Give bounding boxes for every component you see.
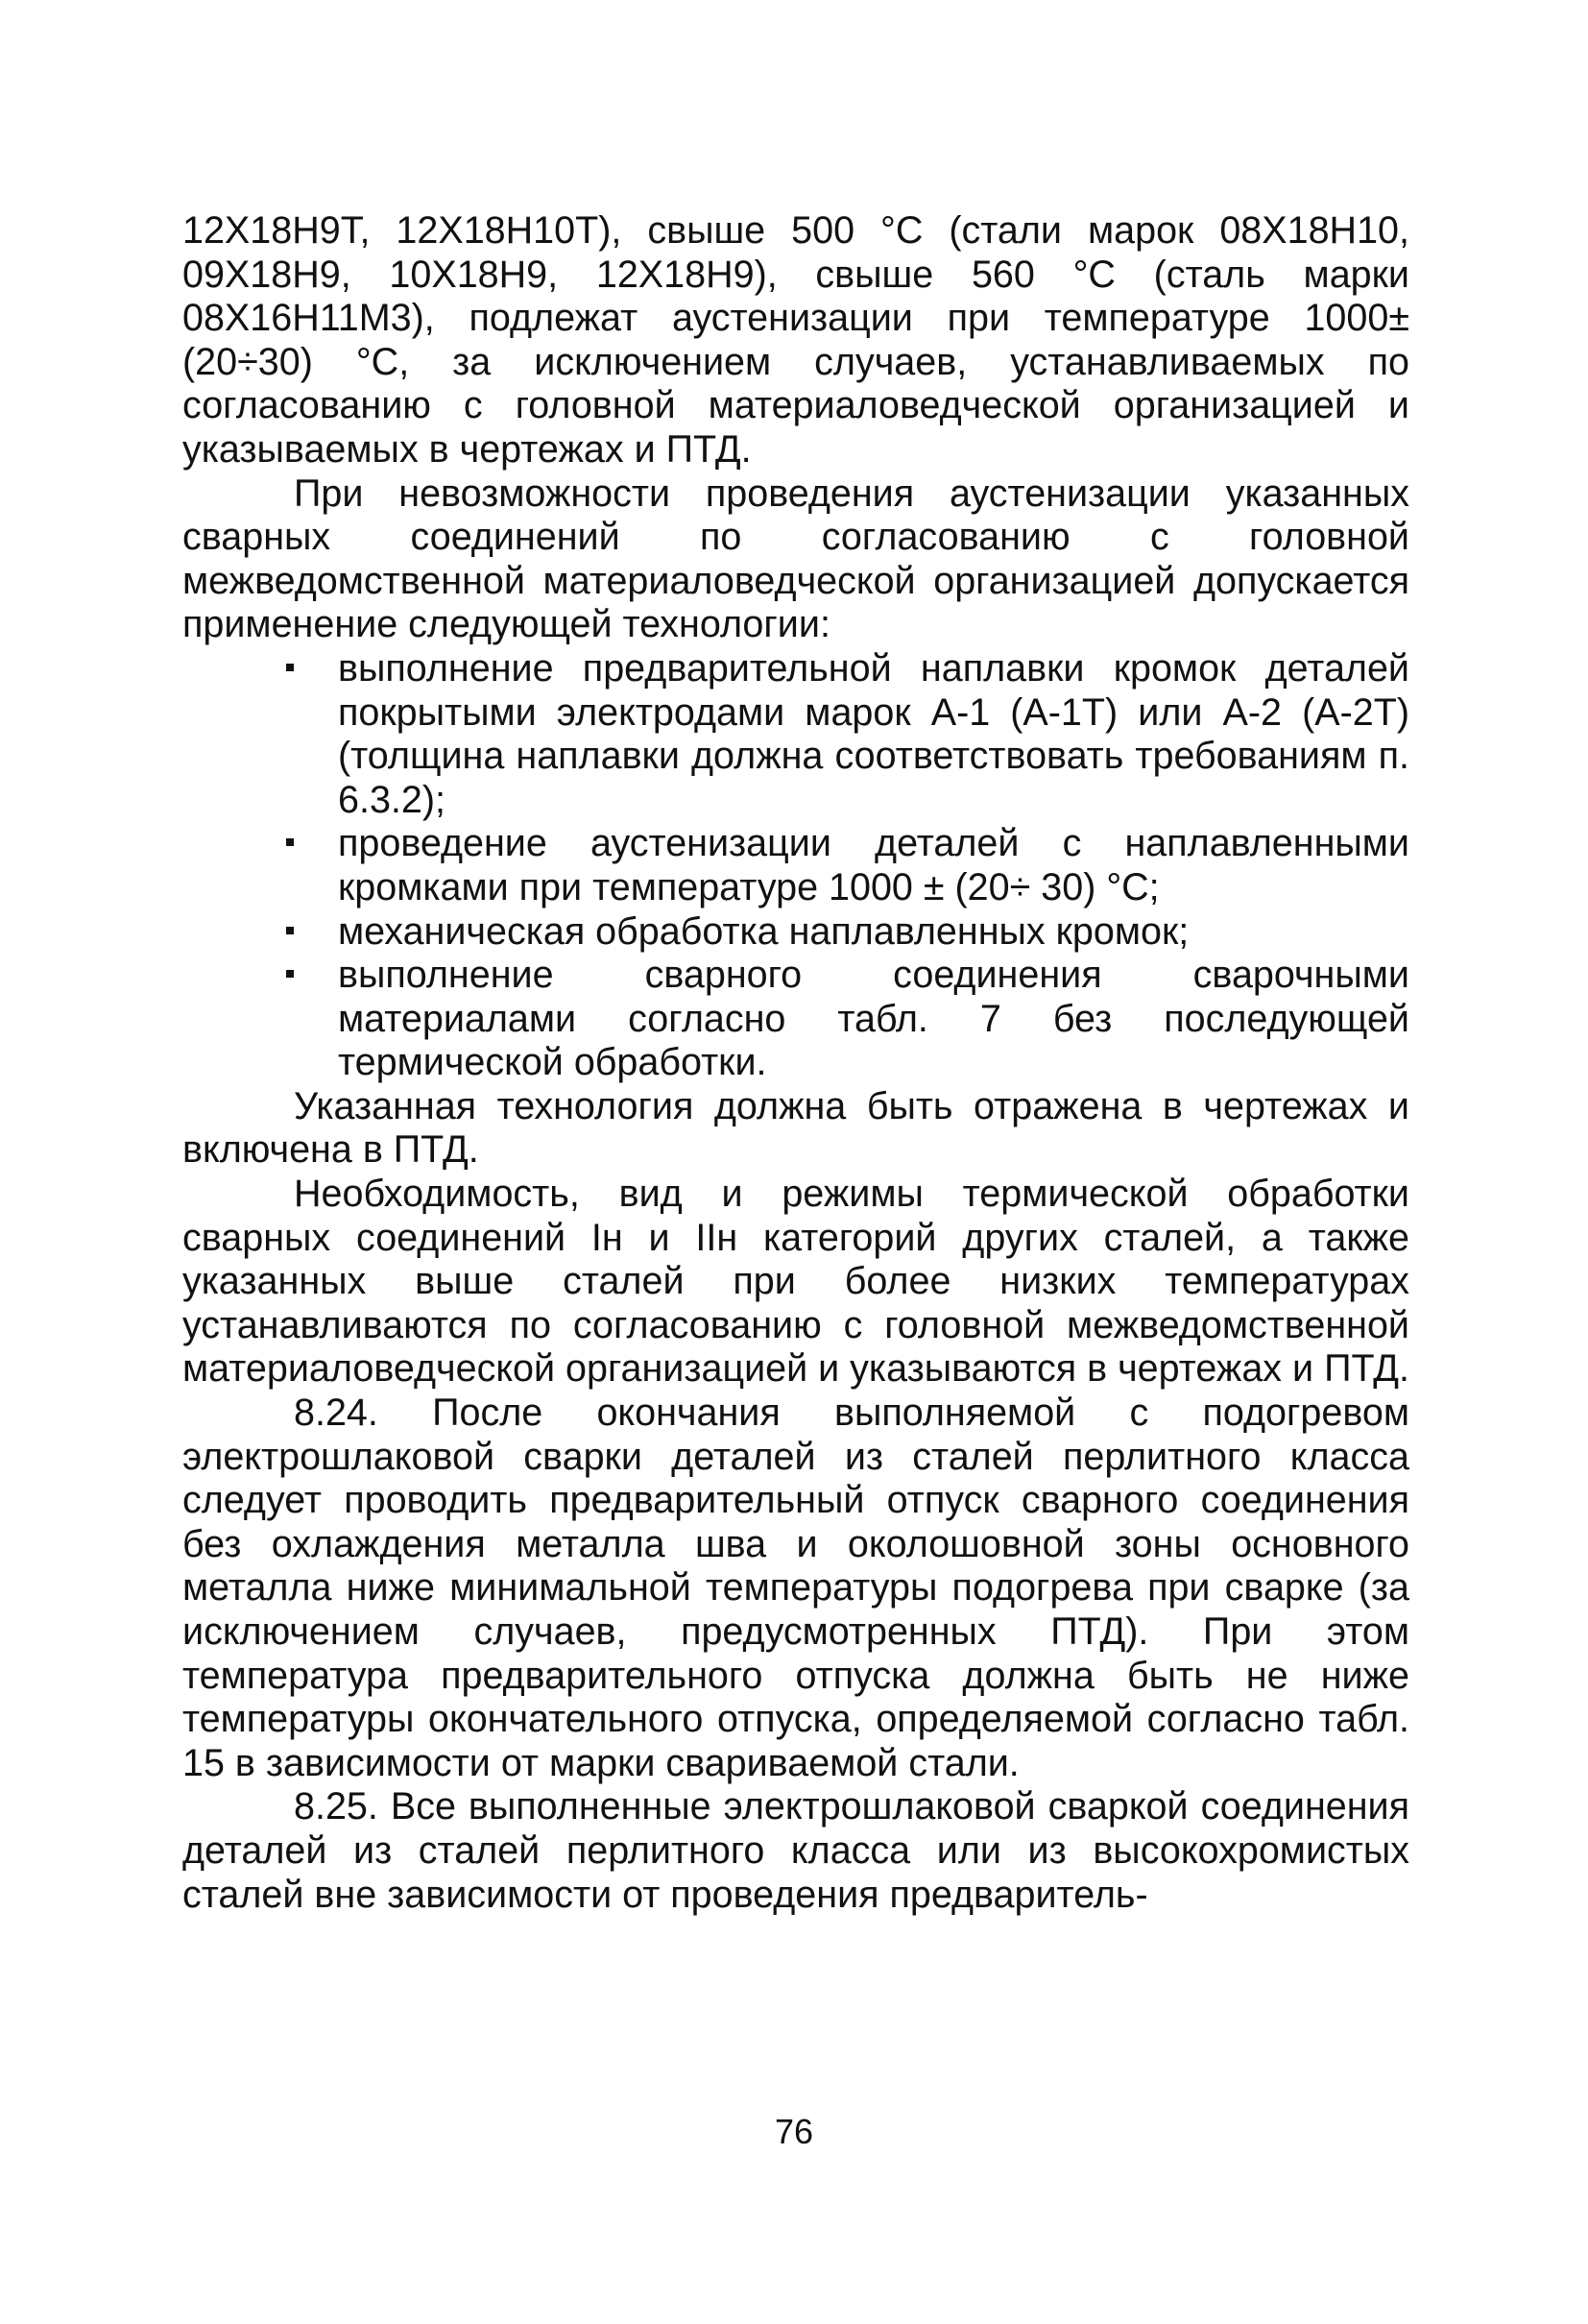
- bullet-square-icon: [286, 838, 294, 846]
- page-number: 76: [774, 2112, 814, 2151]
- paragraph-technology-documentation: Указанная технология должна быть отражена в чертежах и включена в ПТД.: [182, 1084, 1409, 1172]
- body-text: [182, 209, 1409, 1917]
- list-item-text: выполнение предварительной наплавки кромок деталей покрытыми электродами марок А-1 (А-1Т) или А-2 (А-2Т) (толщина наплавки должна соответствовать требованиям п. 6.3.2);: [338, 646, 1409, 821]
- list-item-text: выполнение сварного соединения сварочными материалами согласно табл. 7 без последующей термической обработки.: [338, 954, 1409, 1084]
- bullet-square-icon: [286, 970, 294, 978]
- paragraph-heat-treatment-necessity: Необходимость, вид и режимы термической обработки сварных соединений Iн и IIн категорий других сталей, а также указанных выше сталей при более низких температурах устанавливаются по согласованию с головной межведомственной материаловедческой организацией и указываются в чертежах и ПТД.: [182, 1173, 1410, 1391]
- list-item: [338, 647, 1409, 822]
- list-item-text: проведение аустенизации деталей с наплавленными кромками при температуре 1000 ± (20÷ 30) °С;: [338, 822, 1409, 908]
- bullet-square-icon: [286, 664, 294, 671]
- list-item: [338, 910, 1409, 955]
- technology-steps-list: [182, 647, 1409, 1085]
- list-item-text: механическая обработка наплавленных кромок;: [338, 909, 1190, 953]
- paragraph-alternative-technology: При невозможности проведения аустенизации указанных сварных соединений по согласованию с головной межведомственной материаловедческой организацией допускается применение следующей технологии:: [182, 472, 1409, 646]
- paragraph-clause-8-24: 8.24. После окончания выполняемой с подогревом электрошлаковой сварки деталей из сталей перлитного класса следует проводить предварительный отпуск сварного соединения без охлаждения металла шва и околошовной зоны основного металла ниже минимальной температуры подогрева при сварке (за исключением случаев, предусмотренных ПТД). При этом температура предварительного отпуска должна быть не ниже температуры окончательного отпуска, определяемой согласно табл. 15 в зависимости от марки свариваемой стали.: [182, 1392, 1409, 1784]
- paragraph-austenization-conditions: 12Х18Н9Т, 12Х18Н10Т), свыше 500 °С (стали марок 08Х18Н10, 09Х18Н9, 10Х18Н9, 12Х18Н9), свыше 560 °С (сталь марки 08Х16Н11М3), подлежат аустенизации при температуре 1000± (20÷30) °С, за исключением случаев, устанавливаемых по согласованию с головной материаловедческой организацией и указываемых в чертежах и ПТД.: [182, 209, 1409, 471]
- list-item: [338, 822, 1409, 909]
- list-item: [338, 954, 1409, 1085]
- paragraph-clause-8-25: 8.25. Все выполненные электрошлаковой сваркой соединения деталей из сталей перлитного класса или из высокохромистых сталей вне зависимости от проведения предваритель-: [182, 1785, 1409, 1916]
- bullet-square-icon: [286, 927, 294, 934]
